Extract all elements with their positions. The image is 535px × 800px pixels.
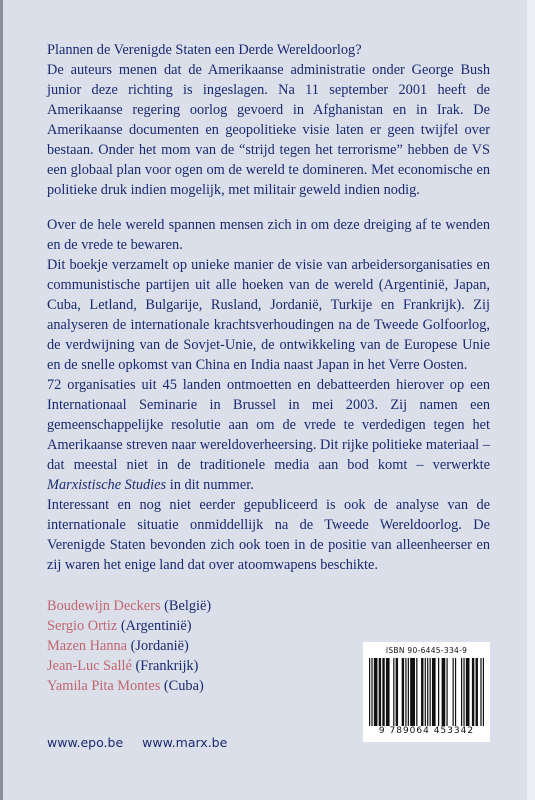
author-name: Yamila Pita Montes — [47, 678, 161, 694]
journal-title: Marxistische Studies — [47, 477, 167, 493]
barcode-bar — [432, 658, 436, 726]
barcode-bar — [446, 658, 447, 726]
barcode-bar — [476, 658, 478, 726]
barcode-bar — [463, 658, 464, 726]
barcode-bar — [472, 658, 474, 726]
isbn-barcode — [363, 642, 490, 742]
barcode-bar — [402, 658, 404, 726]
barcode-bar — [425, 658, 426, 726]
blurb-paragraph-history: Interessant en nog niet eerder gepubliceerd is ook de analyse van de internationale situatie onmiddellijk na de Tweede Wereldoorlog. De Verenigde Staten bevonden zich ook toen in de positie van alleenheerser en zij waren het enige land dat over atoomwapens beschikte. — [47, 497, 490, 573]
barcode-bar — [369, 658, 370, 726]
barcode-bar — [430, 658, 431, 726]
barcode-bar — [466, 658, 470, 726]
isbn-label: ISBN 90-6445-334-9 — [385, 646, 468, 655]
author-name: Mazen Hanna — [47, 638, 128, 654]
barcode-bar — [396, 658, 398, 726]
barcode-bar — [455, 658, 456, 726]
website-links — [47, 735, 227, 750]
seminar-text: 72 organisaties uit 45 landen ontmoetten en debatteerden hierover op een Internationaal Seminarie in Brussel in mei 2003. Zij namen een gemeenschappelijke resolutie aan om de vrede te verdedigen tegen het Amerikaanse streven naar wereldoverheersing. Dit rijke politieke materiaal – dat meestal niet in de traditionele media aan bod komt – verwerkte — [47, 377, 490, 473]
barcode-bars — [369, 658, 484, 726]
author-item — [47, 616, 307, 636]
author-item — [47, 676, 307, 696]
author-country: (Jordanië) — [130, 638, 189, 654]
barcode-bar — [483, 658, 484, 726]
barcode-bar — [416, 658, 417, 726]
author-list — [47, 596, 307, 696]
barcode-bar — [421, 658, 423, 726]
author-name: Sergio Ortiz — [47, 618, 118, 634]
marx-link[interactable]: www.marx.be — [142, 735, 228, 750]
blurb-paragraph-collection: Dit boekje verzamelt op unieke manier de visie van arbeidersorganisaties en communistische partijen uit alle hoeken van de wereld (Argentinië, Japan, Cuba, Letland, Bulgarije, Rusland, Jordanië, Turkije en Frankrijk). Zij analyseren de internationale krachtsverhoudingen na de Tweede Golfoorlog, de verdwijning van de Sovjet-Unie, de ontwikkeling van de Europese Unie en de snelle opkomst van China en India naast Japan in het Verre Oosten. — [47, 257, 490, 373]
barcode-bar — [442, 658, 446, 726]
barcode-bar — [382, 658, 384, 726]
barcode-bar — [374, 658, 378, 726]
barcode-bar — [438, 658, 439, 726]
barcode-bar — [427, 658, 428, 726]
author-item — [47, 656, 307, 676]
author-country: (België) — [164, 598, 212, 614]
barcode-bar — [371, 658, 372, 726]
blurb-paragraph-seminar — [47, 375, 490, 495]
author-item — [47, 596, 307, 616]
barcode-bar — [408, 658, 409, 726]
author-country: (Argentinië) — [120, 618, 192, 634]
author-name: Jean-Luc Sallé — [47, 658, 132, 674]
seminar-text-end: in dit nummer. — [166, 477, 254, 493]
barcode-bar — [461, 658, 462, 726]
barcode-bar — [393, 658, 394, 726]
epo-link[interactable]: www.epo.be — [47, 735, 124, 750]
page-edge — [527, 0, 535, 800]
blurb-question: Plannen de Verenigde Staten een Derde Wereldoorlog? — [47, 42, 362, 58]
spine-edge — [0, 0, 3, 800]
author-name: Boudewijn Deckers — [47, 598, 161, 614]
blurb-paragraph-intro: De auteurs menen dat de Amerikaanse administratie onder George Bush junior deze richting is ingeslagen. Na 11 september 2001 heeft de Amerikaanse regering oorlog gevoerd in Afghanistan en in Irak. De Amerikaanse documenten en geopolitieke visie laten er geen twijfel over bestaan. Onder het mom van de “strijd tegen het terrorisme” hebben de VS een globaal plan voor ogen om de wereld te domineren. Met economische en politieke druk indien mogelijk, met militair geweld indien nodig. — [47, 62, 490, 198]
author-item — [47, 636, 307, 656]
barcode-bar — [453, 658, 454, 726]
barcode-bar — [410, 658, 415, 726]
author-country: (Cuba) — [163, 678, 204, 694]
blurb-text — [47, 40, 490, 575]
barcode-bar — [386, 658, 390, 726]
barcode-bar — [405, 658, 406, 726]
blurb-paragraph-threat: Over de hele wereld spannen mensen zich in om deze dreiging af te wenden en de vrede te bewaren. — [47, 217, 490, 253]
author-country: (Frankrijk) — [135, 658, 199, 674]
paragraph-gap — [47, 200, 490, 215]
barcode-digits: 9 789064 453342 — [378, 726, 475, 736]
barcode-bar — [480, 658, 481, 726]
barcode-bar — [379, 658, 381, 726]
